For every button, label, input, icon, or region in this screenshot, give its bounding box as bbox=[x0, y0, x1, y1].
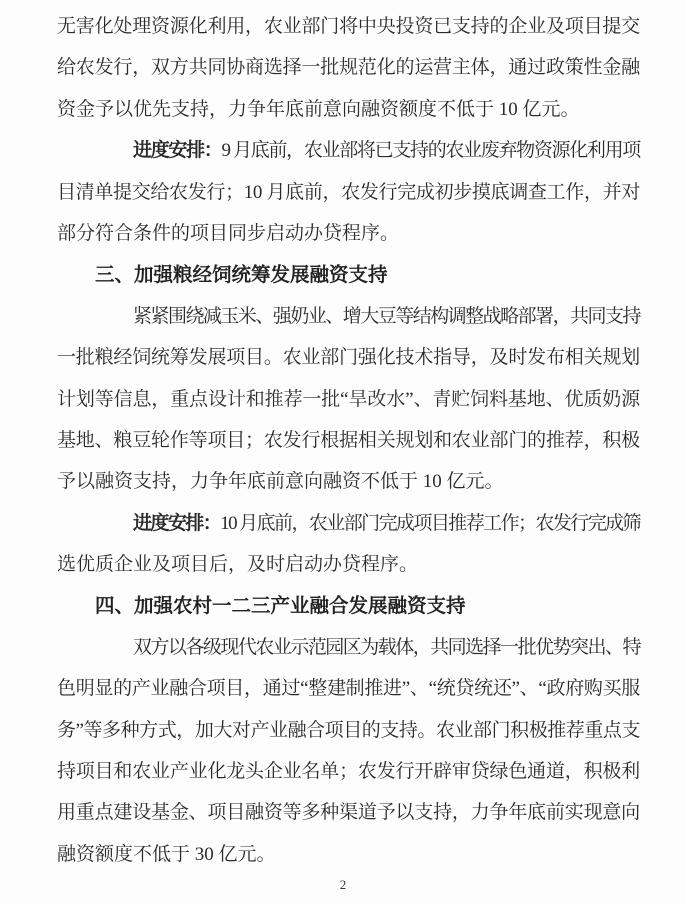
schedule-label: 进度安排： bbox=[133, 140, 222, 162]
page-number: 2 bbox=[339, 877, 347, 893]
section-heading-3: 三、加强粮经饲统筹发展融资支持 bbox=[95, 263, 388, 287]
paragraph-line: 无害化处理资源化利用，农业部门将中央投资已支持的企业及项目提交 bbox=[57, 16, 640, 37]
paragraph-line bbox=[57, 503, 640, 544]
paragraph-line: 给农发行，双方共同协商选择一批规范化的运营主体，通过政策性金融 bbox=[57, 57, 640, 79]
paragraph-line: 基地、粮豆轮作等项目；农发行根据相关规划和农业部门的推荐，积极 bbox=[57, 429, 640, 451]
paragraph-line: 务”等多种方式，加大对产业融合项目的支持。农业部门积极推荐重点支 bbox=[57, 719, 640, 741]
paragraph-line: 用重点建设基金、项目融资等多种渠道予以支持，力争年底前实现意向 bbox=[57, 802, 640, 824]
schedule-text: 10 月底前，农业部门完成项目推荐工作；农发行完成筛 bbox=[220, 512, 640, 534]
paragraph-line: 资金予以优先支持，力争年底前意向融资额度不低于 10 亿元。 bbox=[57, 98, 580, 120]
paragraph-line: 色明显的产业融合项目，通过“整建制推进”、“统贷统还”、“政府购买服 bbox=[57, 678, 640, 700]
schedule-line bbox=[95, 503, 640, 544]
schedule-text: 9 月底前，农业部将已支持的农业废弃物资源化利用项 bbox=[221, 140, 640, 162]
schedule-label: 进度安排： bbox=[133, 512, 221, 534]
paragraph-line bbox=[57, 130, 640, 171]
paragraph-line: 计划等信息，重点设计和推荐一批“旱改水”、青贮饲料基地、优质奶源 bbox=[57, 388, 640, 410]
paragraph-line: 融资额度不低于 30 亿元。 bbox=[57, 843, 276, 865]
section-heading-4: 四、加强农村一二三产业融合发展融资支持 bbox=[95, 594, 466, 618]
paragraph-line: 紧紧围绕减玉米、强奶业、增大豆等结构调整战略部署，共同支持 bbox=[133, 305, 640, 327]
paragraph-line: 予以融资支持，力争年底前意向融资不低于 10 亿元。 bbox=[57, 471, 504, 493]
paragraph-line: 目清单提交给农发行；10 月底前，农发行完成初步摸底调查工作，并对 bbox=[57, 181, 640, 203]
paragraph-line: 选优质企业及项目后，及时启动办贷程序。 bbox=[57, 554, 419, 576]
paragraph-line: 一批粮经饲统筹发展项目。农业部门强化技术指导，及时发布相关规划 bbox=[57, 347, 640, 369]
paragraph-line: 部分符合条件的项目同步启动办贷程序。 bbox=[57, 222, 400, 244]
schedule-line bbox=[95, 130, 640, 171]
paragraph-line: 持项目和农业产业化龙头企业名单；农发行开辟审贷绿色通道，积极利 bbox=[57, 761, 640, 783]
paragraph-line: 双方以各级现代农业示范园区为载体，共同选择一批优势突出、特 bbox=[133, 636, 640, 658]
text-column bbox=[57, 6, 640, 875]
